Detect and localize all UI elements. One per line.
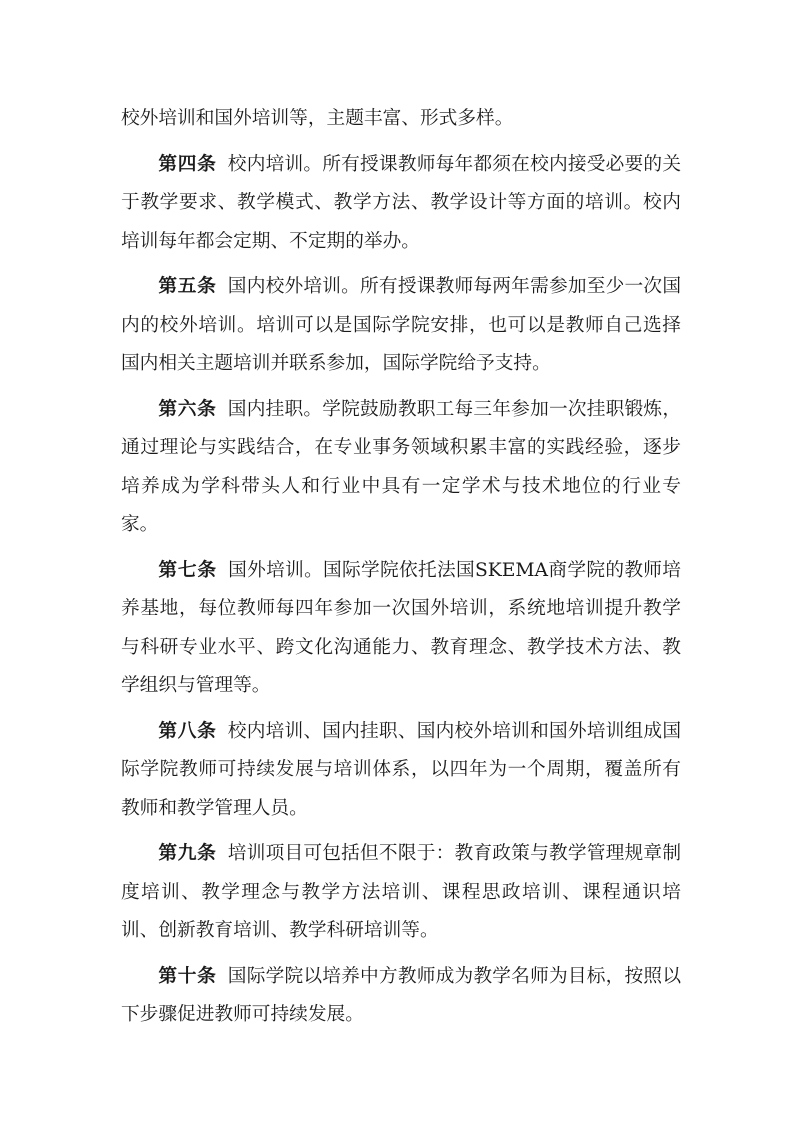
article-8	[121, 713, 681, 829]
article-label: 第九条	[158, 843, 217, 864]
article-10	[121, 958, 681, 1035]
document-page	[121, 100, 681, 1035]
article-6	[121, 391, 681, 545]
article-text: 校内培训。所有授课教师每年都须在校内接受必要的关于教学要求、教学模式、教学方法、教学设计等方面的培训。校内培训每年都会定期、不定期的举办。	[121, 153, 682, 252]
article-label: 第四条	[158, 153, 217, 175]
article-text: 培训项目可包括但不限于：教育政策与教学管理规章制度培训、教学理念与教学方法培训、课程思政培训、课程通识培训、创新教育培训、教学科研培训等。	[121, 843, 682, 941]
continuation-paragraph: 校外培训和国外培训等，主题丰富、形式多样。	[121, 108, 514, 129]
article-7	[121, 552, 681, 706]
article-text: 国内挂职。学院鼓励教职工每三年参加一次挂职锻炼，通过理论与实践结合，在专业事务领域积累丰富的实践经验，逐步培养成为学科带头人和行业中具有一定学术与技术地位的行业专家。	[121, 398, 682, 535]
article-label: 第六条	[158, 398, 217, 420]
article-text: 国际学院以培养中方教师成为教学名师为目标，按照以下步骤促进教师可持续发展。	[121, 965, 682, 1025]
article-label: 第十条	[158, 965, 217, 987]
article-label: 第七条	[158, 559, 217, 581]
article-4	[121, 146, 681, 262]
article-label: 第五条	[158, 276, 217, 297]
article-label: 第八条	[158, 720, 217, 742]
article-5	[121, 268, 681, 384]
article-9	[121, 835, 681, 951]
article-text: 国外培训。国际学院依托法国SKEMA商学院的教师培养基地，每位教师每四年参加一次国外培训，系统地培训提升教学与科研专业水平、跨文化沟通能力、教育理念、教学技术方法、教学组织与管理等。	[121, 559, 681, 696]
article-text: 校内培训、国内挂职、国内校外培训和国外培训组成国际学院教师可持续发展与培训体系，以四年为一个周期，覆盖所有教师和教学管理人员。	[121, 720, 682, 819]
article-text: 国内校外培训。所有授课教师每两年需参加至少一次国内的校外培训。培训可以是国际学院安排，也可以是教师自己选择国内相关主题培训并联系参加，国际学院给予支持。	[121, 276, 682, 374]
